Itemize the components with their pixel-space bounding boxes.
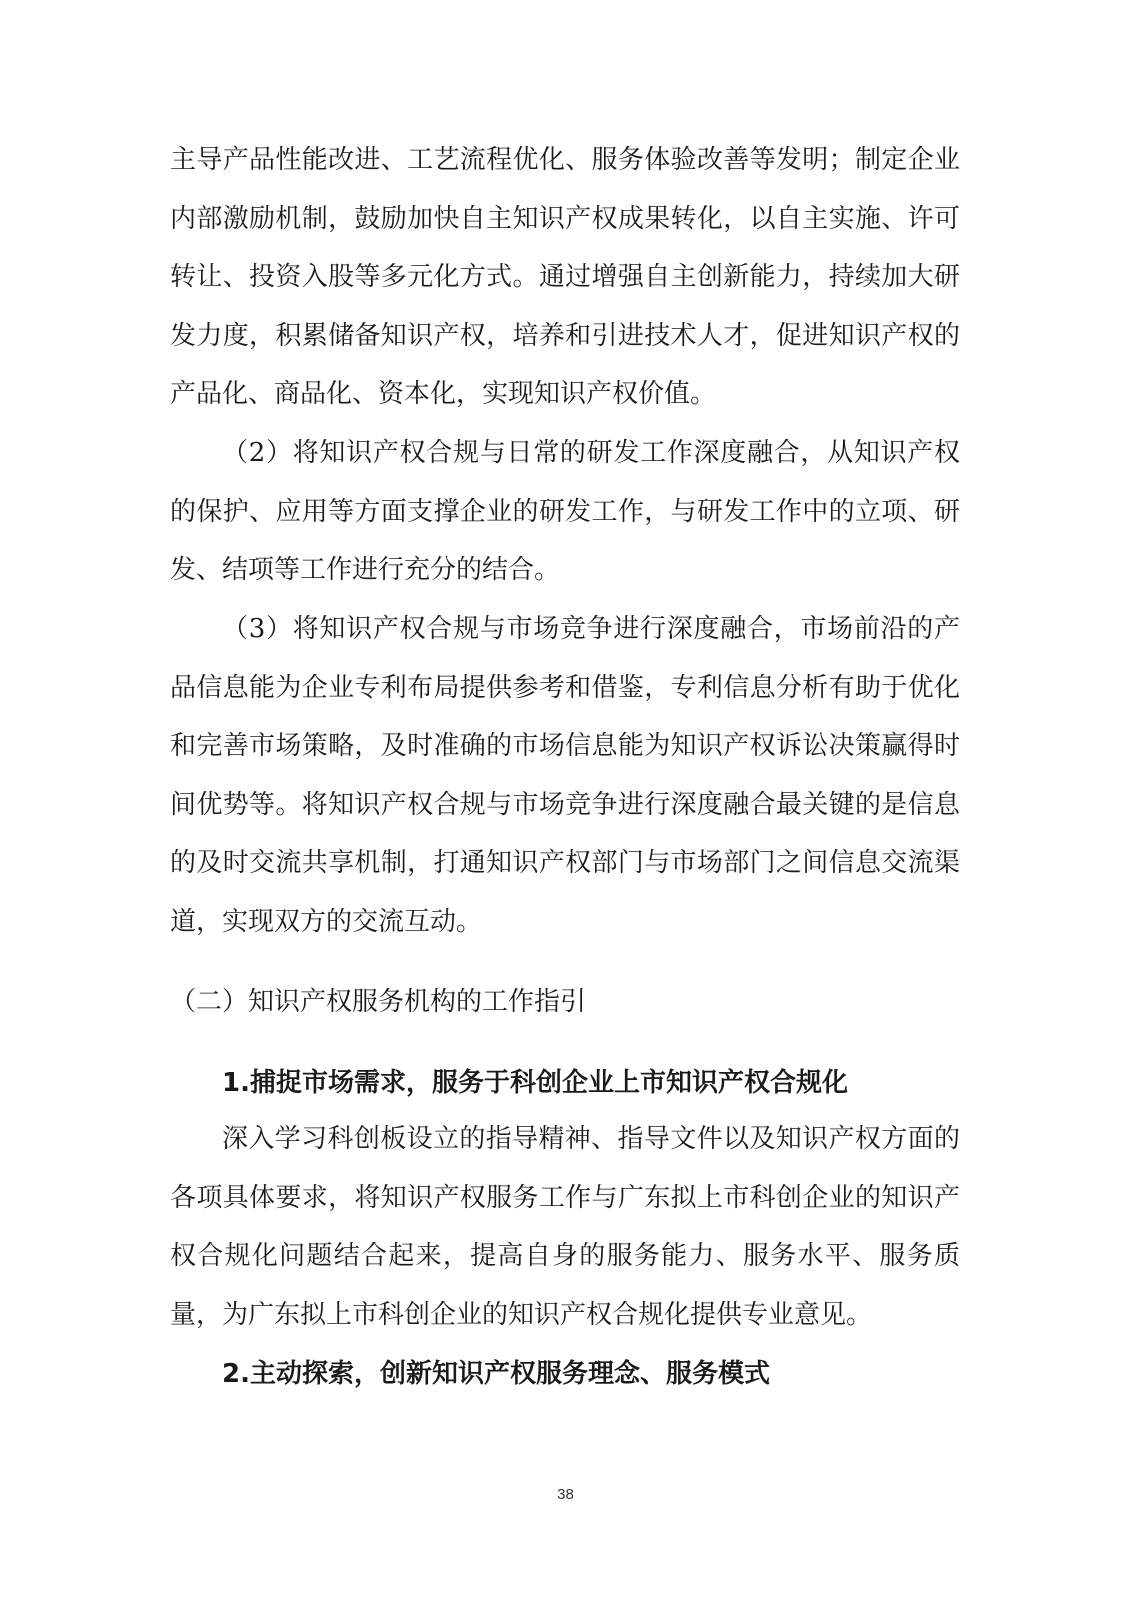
section-heading: （二）知识产权服务机构的工作指引	[170, 987, 587, 1017]
page-number: 38	[557, 1486, 574, 1503]
sub-heading-2: 2.主动探索，创新知识产权服务理念、服务模式	[222, 1359, 770, 1389]
paragraph-sub-1: 深入学习科创板设立的指导精神、指导文件以及知识产权方面的各项具体要求，将知识产权服务工作与广东拟上市科创企业的知识产权合规化问题结合起来，提高自身的服务能力、服务水平、服务质量，为广东拟上市科创企业的知识产权合规化提供专业意见。	[170, 1124, 960, 1330]
paragraph-continuation: 主导产品性能改进、工艺流程优化、服务体验改善等发明；制定企业内部激励机制，鼓励加快自主知识产权成果转化，以自主实施、许可转让、投资入股等多元化方式。通过增强自主创新能力，持续加大研发力度，积累储备知识产权，培养和引进技术人才，促进知识产权的产品化、商品化、资本化，实现知识产权价值。	[170, 145, 960, 409]
paragraph-item-2: （2）将知识产权合规与日常的研发工作深度融合，从知识产权的保护、应用等方面支撑企业的研发工作，与研发工作中的立项、研发、结项等工作进行充分的结合。	[170, 438, 960, 585]
paragraph-item-3: （3）将知识产权合规与市场竞争进行深度融合，市场前沿的产品信息能为企业专利布局提供参考和借鉴，专利信息分析有助于优化和完善市场策略，及时准确的市场信息能为知识产权诉讼决策赢得时间优势等。将知识产权合规与市场竞争进行深度融合最关键的是信息的及时交流共享机制，打通知识产权部门与市场部门之间信息交流渠道，实现双方的交流互动。	[170, 614, 960, 937]
sub-heading-1: 1.捕捉市场需求，服务于科创企业上市知识产权合规化	[222, 1068, 848, 1098]
